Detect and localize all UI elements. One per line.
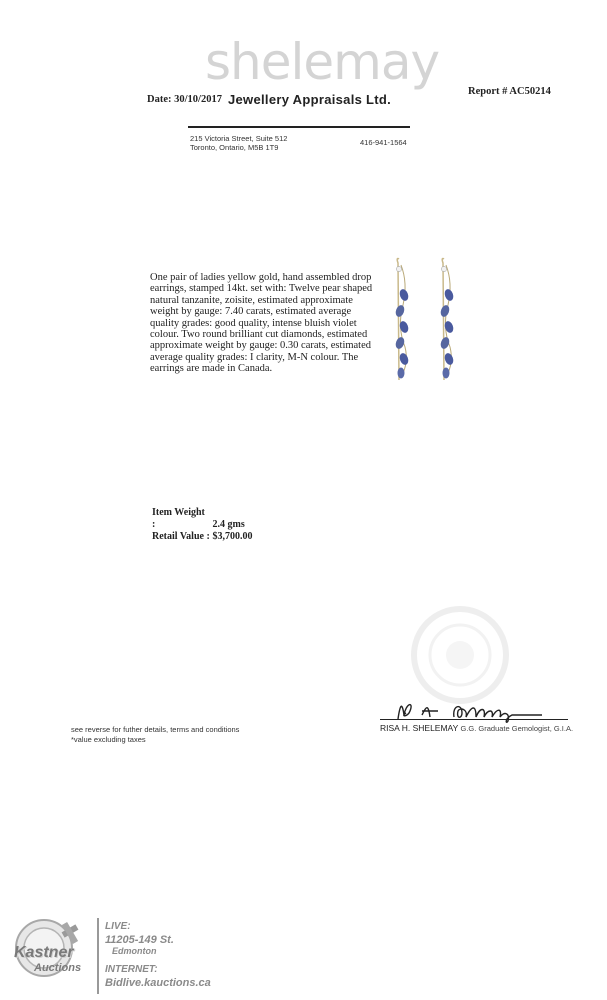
- appraisal-date: Date: 30/10/2017: [147, 94, 222, 105]
- letterhead-rule: [188, 126, 410, 128]
- brand-logo: shelemay: [205, 33, 440, 91]
- address-line-2: Toronto, Ontario, M5B 1T9: [190, 143, 279, 152]
- retail-value-label: Retail Value :: [152, 531, 210, 542]
- auctions-logo-word: Auctions: [34, 962, 82, 974]
- item-weight-row: [152, 507, 253, 531]
- retail-value-value: $3,700.00: [212, 531, 253, 542]
- signatory-qualifications: G.G. Graduate Gemologist, G.I.A.: [460, 724, 574, 733]
- signatory: [380, 723, 573, 733]
- embossed-seal: [405, 605, 515, 705]
- address-line-1: 215 Victoria Street, Suite 512: [190, 134, 288, 143]
- signatory-name: RISA H. SHELEMAY: [380, 723, 459, 733]
- retail-value-row: [152, 531, 253, 543]
- live-city: Edmonton: [112, 946, 157, 956]
- report-number: Report # AC50214: [468, 86, 551, 97]
- footnote: [71, 725, 239, 745]
- company-subtitle: Jewellery Appraisals Ltd.: [228, 92, 392, 107]
- handwritten-signature: [392, 695, 562, 725]
- item-weight-label: Item Weight :: [152, 507, 205, 530]
- earrings-photo: [385, 255, 465, 390]
- kastner-logo-word: Kastner: [14, 944, 74, 961]
- live-address: 11205-149 St.: [105, 934, 174, 946]
- footnote-line-1: see reverse for futher details, terms and conditions: [71, 725, 240, 734]
- item-weight-value: 2.4 gms: [212, 519, 245, 530]
- internet-label: INTERNET:: [105, 964, 158, 975]
- watermark-divider: [97, 918, 99, 994]
- address-block: [190, 134, 287, 152]
- earring-left: [394, 259, 410, 381]
- item-description: One pair of ladies yellow gold, hand assembled drop earrings, stamped 14kt. set with: Twelve pear shaped natural tanzanite, zoisite, estimated approximate weight by gauge: 7.40 carats, estimated average quality grades: good quality, intense bluish violet colour. Two round brilliant cut diamonds, estimated approximate weight by gauge: 0.30 carats, estimated average quality grades: I clarity, M-N colour. The earrings are made in Canada.: [150, 272, 373, 375]
- signature-line: [380, 719, 568, 720]
- live-label: LIVE:: [105, 921, 131, 932]
- footnote-line-2: *value excluding taxes: [71, 735, 146, 744]
- internet-url[interactable]: Bidlive.kauctions.ca: [105, 977, 211, 989]
- valuation-block: [152, 507, 253, 543]
- phone-number: 416-941-1564: [360, 138, 407, 147]
- earring-right: [439, 259, 455, 381]
